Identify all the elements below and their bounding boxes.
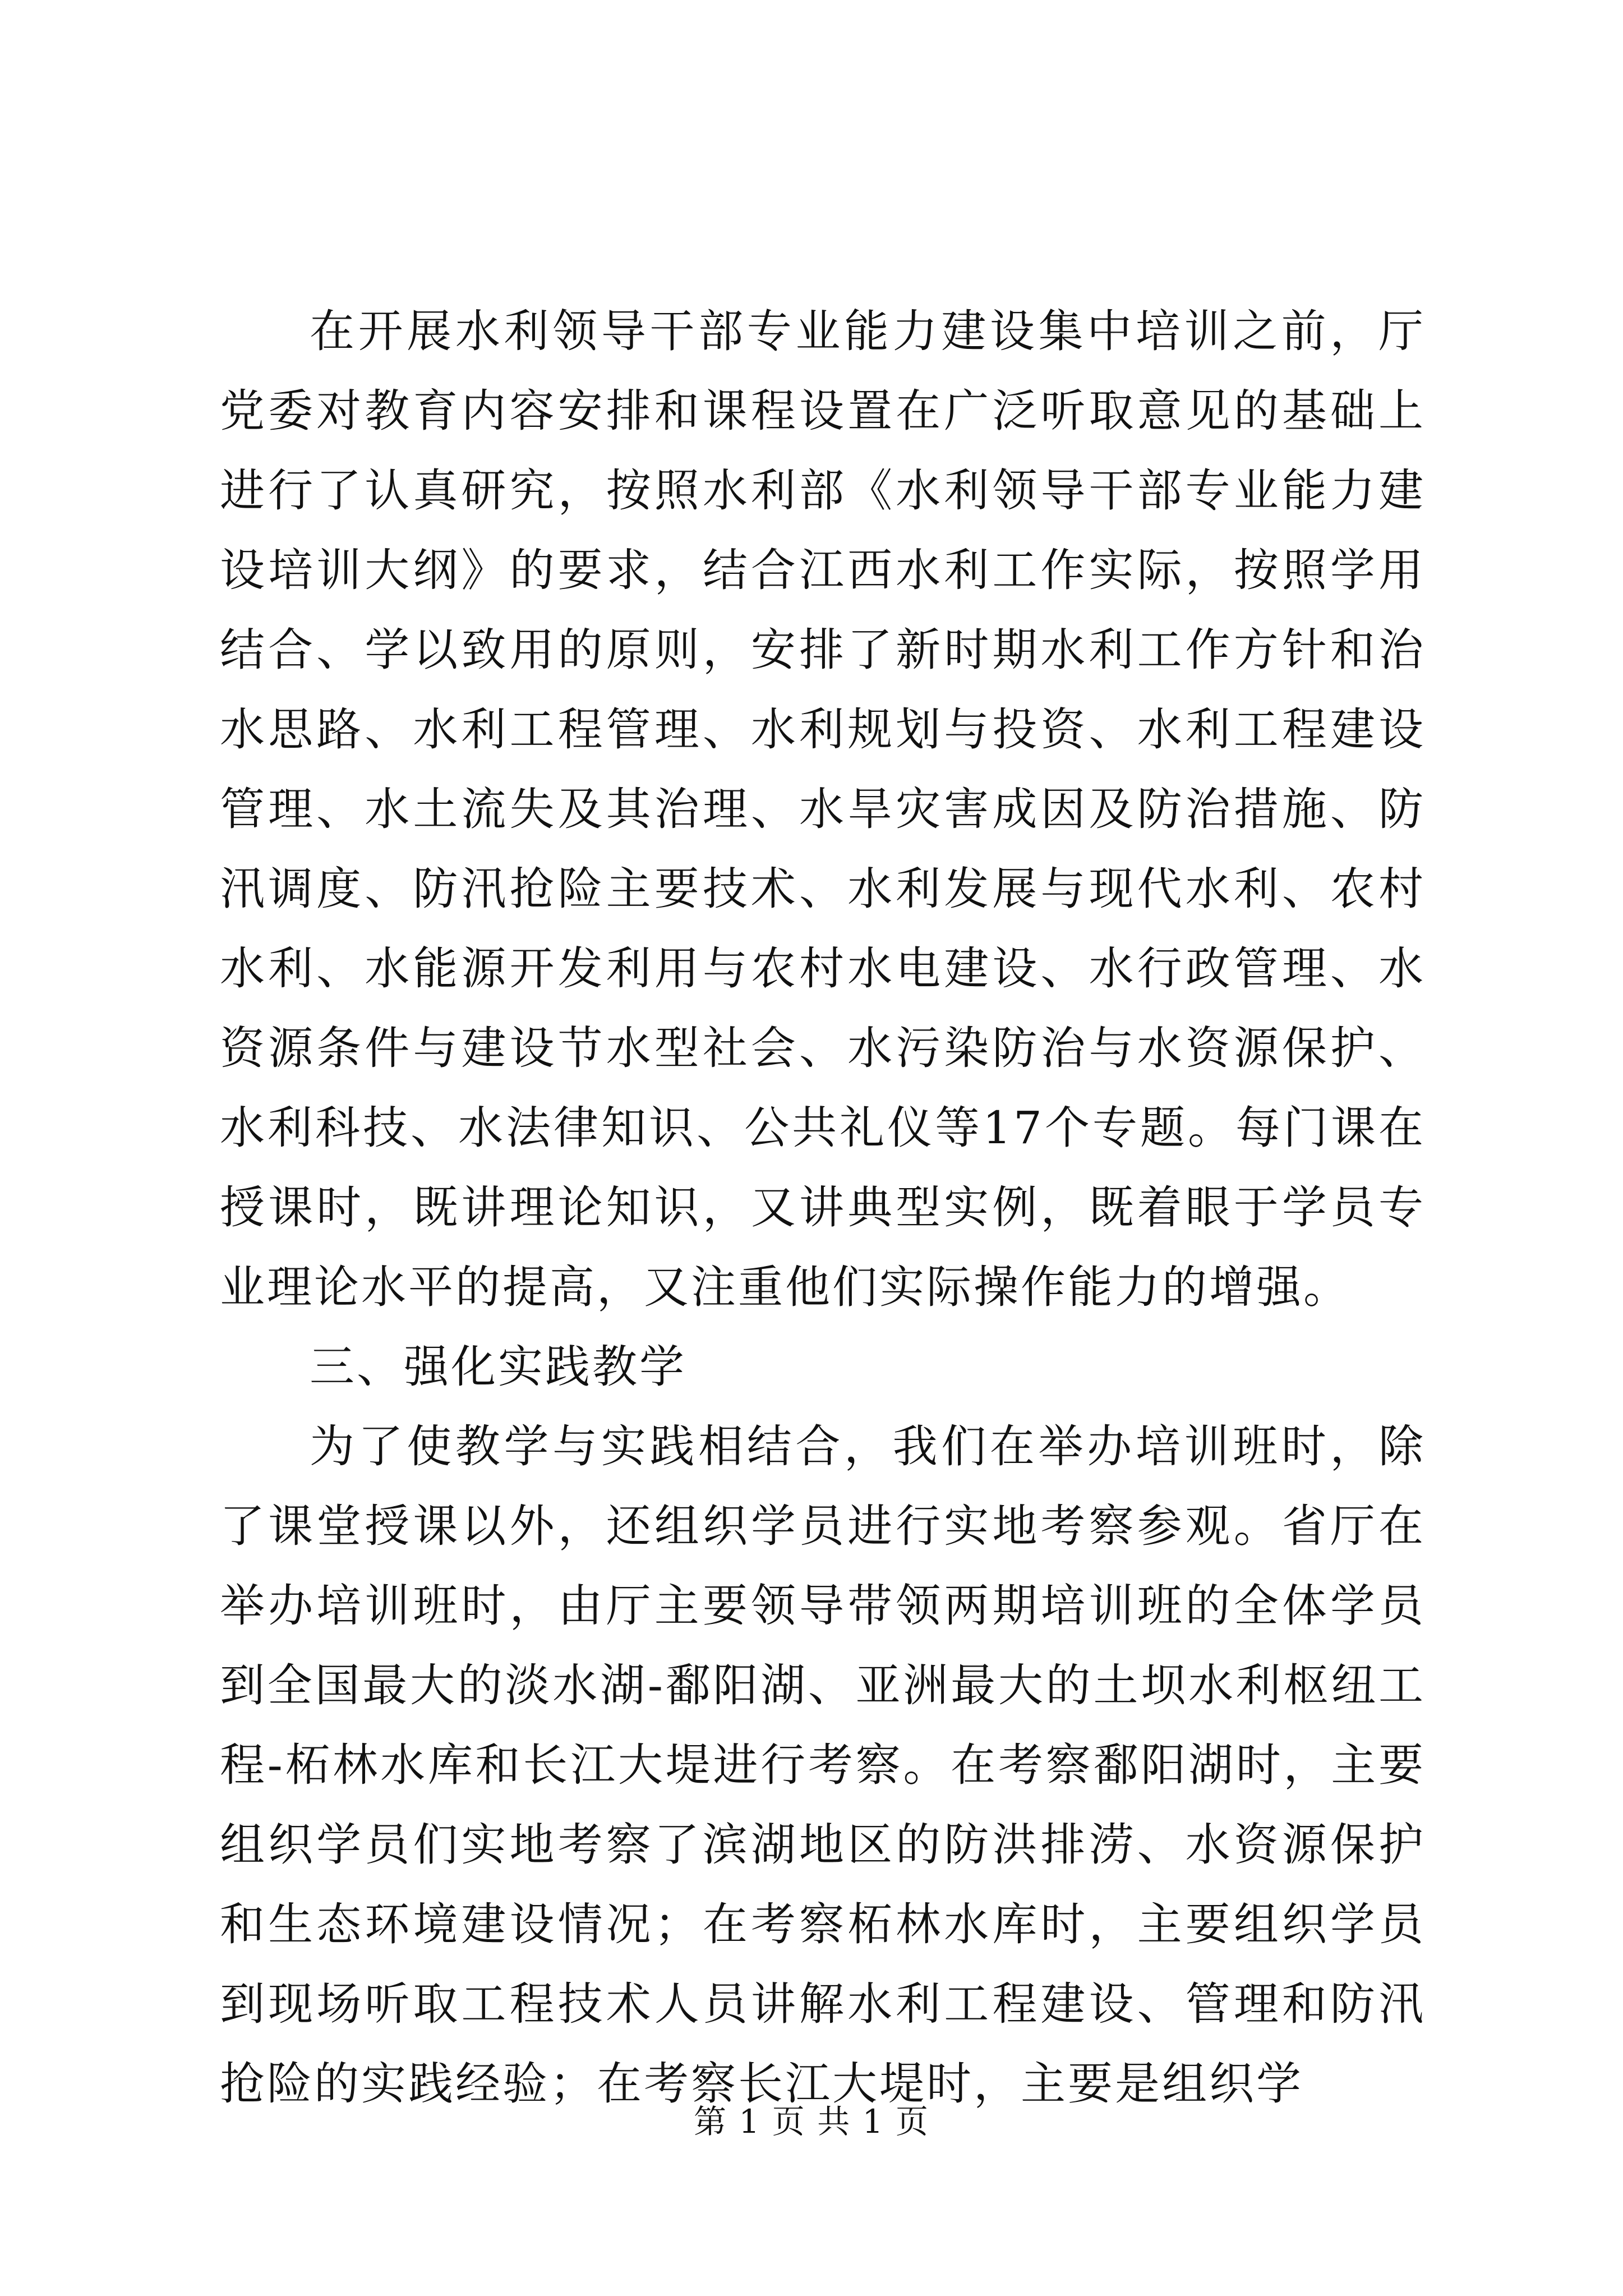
document-body [220,292,1426,2124]
page-footer: 第 1 页 共 1 页 [694,2102,929,2141]
section-heading-practice-teaching: 三、强化实践教学 [310,1341,686,1393]
paragraph-field-study: 为了使教学与实践相结合，我们在举办培训班时，除了课堂授课以外，还组织学员进行实地考察参观。省厅在举办培训班时，由厅主要领导带领两期培训班的全体学员到全国最大的淡水湖-鄱阳湖、亚洲最大的土坝水利枢纽工程-柘林水库和长江大堤进行考察。在考察鄱阳湖时，主要组织学员们实地考察了滨湖地区的防洪排涝、水资源保护和生态环境建设情况；在考察柘林水库时，主要组织学员到现场听取工程技术人员讲解水利工程建设、管理和防汛抢险的实践经验；在考察长江大堤时，主要是组织学 [220,1420,1426,2110]
paragraph-curriculum: 在开展水利领导干部专业能力建设集中培训之前，厅党委对教育内容安排和课程设置在广泛听取意见的基础上进行了认真研究，按照水利部《水利领导干部专业能力建设培训大纲》的要求，结合江西水利工作实际，按照学用结合、学以致用的原则，安排了新时期水利工作方针和治水思路、水利工程管理、水利规划与投资、水利工程建设管理、水土流失及其治理、水旱灾害成因及防治措施、防汛调度、防汛抢险主要技术、水利发展与现代水利、农村水利、水能源开发利用与农村水电建设、水行政管理、水资源条件与建设节水型社会、水污染防治与水资源保护、水利科技、水法律知识、公共礼仪等17个专题。每门课在授课时，既讲理论知识，又讲典型实例，既着眼于学员专业理论水平的提高，又注重他们实际操作能力的增强。 [220,305,1426,1313]
